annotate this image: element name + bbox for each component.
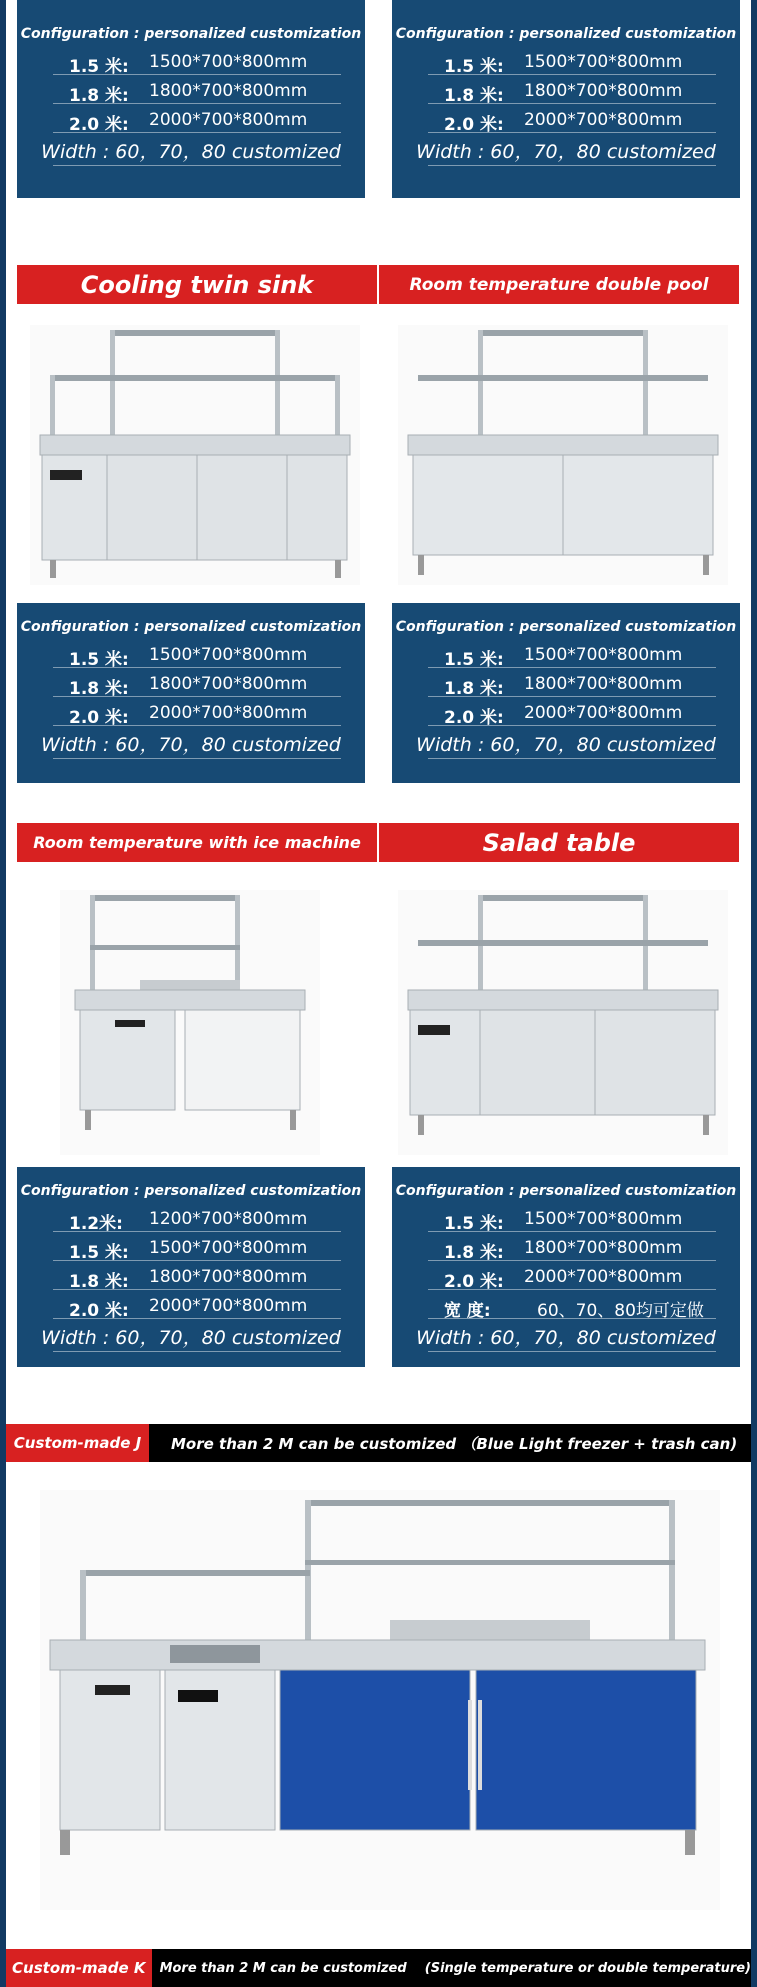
spec-value: 1800*700*800mm xyxy=(149,81,308,101)
spec-panel-ice-machine xyxy=(17,1167,365,1367)
banner-title-left: Room temperature with ice machine xyxy=(17,823,377,862)
spec-width-line: Width : 60，70，80 customized xyxy=(392,133,740,166)
spec-key: 1.8 米: xyxy=(444,86,504,106)
spec-value: 1800*700*800mm xyxy=(524,674,683,694)
spec-header: Configuration : personalized customization xyxy=(395,1183,737,1199)
spec-panel-salad-table xyxy=(392,1167,740,1367)
spec-value: 1500*700*800mm xyxy=(149,1238,308,1258)
spec-row xyxy=(392,639,740,668)
spec-key: 2.0 米: xyxy=(69,1301,129,1321)
spec-row xyxy=(392,1203,740,1232)
banner-title-right: Salad table xyxy=(379,823,739,862)
spec-panel-top-left xyxy=(17,0,365,198)
left-frame-line xyxy=(0,0,6,1987)
custom-made-k-bar xyxy=(6,1949,751,1987)
spec-key: 2.0 米: xyxy=(444,708,504,728)
custom-made-j-bar xyxy=(6,1424,751,1462)
spec-value: 2000*700*800mm xyxy=(524,110,683,130)
custom-made-description: More than 2 M can be customized （Blue Light freezer + trash can) xyxy=(171,1434,738,1453)
custom-made-description: More than 2 M can be customized (Single temperature or double temperature) xyxy=(159,1960,751,1976)
spec-value: 1800*700*800mm xyxy=(524,81,683,101)
spec-row xyxy=(17,1290,365,1319)
spec-value: 1500*700*800mm xyxy=(149,52,308,72)
spec-row xyxy=(392,75,740,104)
spec-value: 2000*700*800mm xyxy=(149,110,308,130)
spec-key: 2.0 米: xyxy=(444,115,504,135)
spec-width-line: Width : 60，70，80 customized xyxy=(17,726,365,759)
spec-value: 2000*700*800mm xyxy=(149,703,308,723)
spec-row xyxy=(17,104,365,133)
spec-header: Configuration : personalized customization xyxy=(20,1183,362,1199)
spec-key: 1.2米: xyxy=(69,1214,123,1234)
spec-row xyxy=(392,1290,740,1319)
spec-header: Configuration : personalized customization xyxy=(395,619,737,635)
spec-panel-cooling-twin-sink xyxy=(17,603,365,783)
spec-value: 2000*700*800mm xyxy=(524,1267,683,1287)
banner-title-right: Room temperature double pool xyxy=(379,265,739,304)
spec-key: 1.8 米: xyxy=(444,679,504,699)
spec-value: 1500*700*800mm xyxy=(524,1209,683,1229)
spec-key: 宽 度: xyxy=(444,1301,491,1321)
spec-value: 2000*700*800mm xyxy=(524,703,683,723)
spec-key: 1.5 米: xyxy=(69,650,129,670)
product-photo-room-temp-double-pool xyxy=(398,325,728,585)
product-title-banner xyxy=(17,823,739,862)
spec-row xyxy=(17,639,365,668)
spec-key: 2.0 米: xyxy=(444,1272,504,1292)
custom-made-label: Custom-made K xyxy=(6,1949,152,1987)
spec-row xyxy=(17,75,365,104)
spec-key: 2.0 米: xyxy=(69,115,129,135)
spec-value: 2000*700*800mm xyxy=(149,1296,308,1316)
spec-key: 1.5 米: xyxy=(444,650,504,670)
spec-row xyxy=(17,668,365,697)
product-photo-ice-machine xyxy=(60,890,320,1155)
spec-value: 1800*700*800mm xyxy=(149,1267,308,1287)
spec-row xyxy=(17,1232,365,1261)
spec-row xyxy=(17,1203,365,1232)
spec-panel-top-right xyxy=(392,0,740,198)
spec-row xyxy=(17,697,365,726)
spec-value: 1800*700*800mm xyxy=(524,1238,683,1258)
spec-width-line: Width : 60，70，80 customized xyxy=(392,1319,740,1352)
spec-key: 1.5 米: xyxy=(444,57,504,77)
spec-header: Configuration : personalized customization xyxy=(20,26,362,42)
product-photo-salad-table xyxy=(398,890,728,1155)
spec-key: 1.8 米: xyxy=(69,679,129,699)
spec-value: 60、70、80均可定做 xyxy=(537,1301,704,1321)
spec-value: 1500*700*800mm xyxy=(524,52,683,72)
spec-width-line: Width : 60，70，80 customized xyxy=(17,1319,365,1352)
banner-title-left: Cooling twin sink xyxy=(17,265,377,304)
spec-key: 2.0 米: xyxy=(69,708,129,728)
spec-width-line: Width : 60，70，80 customized xyxy=(17,133,365,166)
spec-key: 1.8 米: xyxy=(69,86,129,106)
spec-value: 1500*700*800mm xyxy=(524,645,683,665)
spec-value: 1500*700*800mm xyxy=(149,645,308,665)
spec-width-line: Width : 60，70，80 customized xyxy=(392,726,740,759)
spec-row xyxy=(392,104,740,133)
product-title-banner xyxy=(17,265,739,304)
spec-row xyxy=(392,46,740,75)
right-frame-line xyxy=(751,0,757,1987)
spec-header: Configuration : personalized customization xyxy=(20,619,362,635)
spec-key: 1.5 米: xyxy=(69,1243,129,1263)
spec-key: 1.8 米: xyxy=(444,1243,504,1263)
product-photo-cooling-twin-sink xyxy=(30,325,360,585)
spec-row xyxy=(392,697,740,726)
spec-row xyxy=(392,1232,740,1261)
spec-row xyxy=(17,46,365,75)
custom-made-label: Custom-made J xyxy=(6,1424,149,1462)
spec-panel-room-temp-double-pool xyxy=(392,603,740,783)
spec-value: 1800*700*800mm xyxy=(149,674,308,694)
spec-row xyxy=(392,1261,740,1290)
spec-header: Configuration : personalized customization xyxy=(395,26,737,42)
spec-key: 1.8 米: xyxy=(69,1272,129,1292)
spec-key: 1.5 米: xyxy=(69,57,129,77)
product-photo-custom-made-j xyxy=(40,1490,720,1910)
spec-value: 1200*700*800mm xyxy=(149,1209,308,1229)
spec-row xyxy=(17,1261,365,1290)
spec-row xyxy=(392,668,740,697)
spec-key: 1.5 米: xyxy=(444,1214,504,1234)
